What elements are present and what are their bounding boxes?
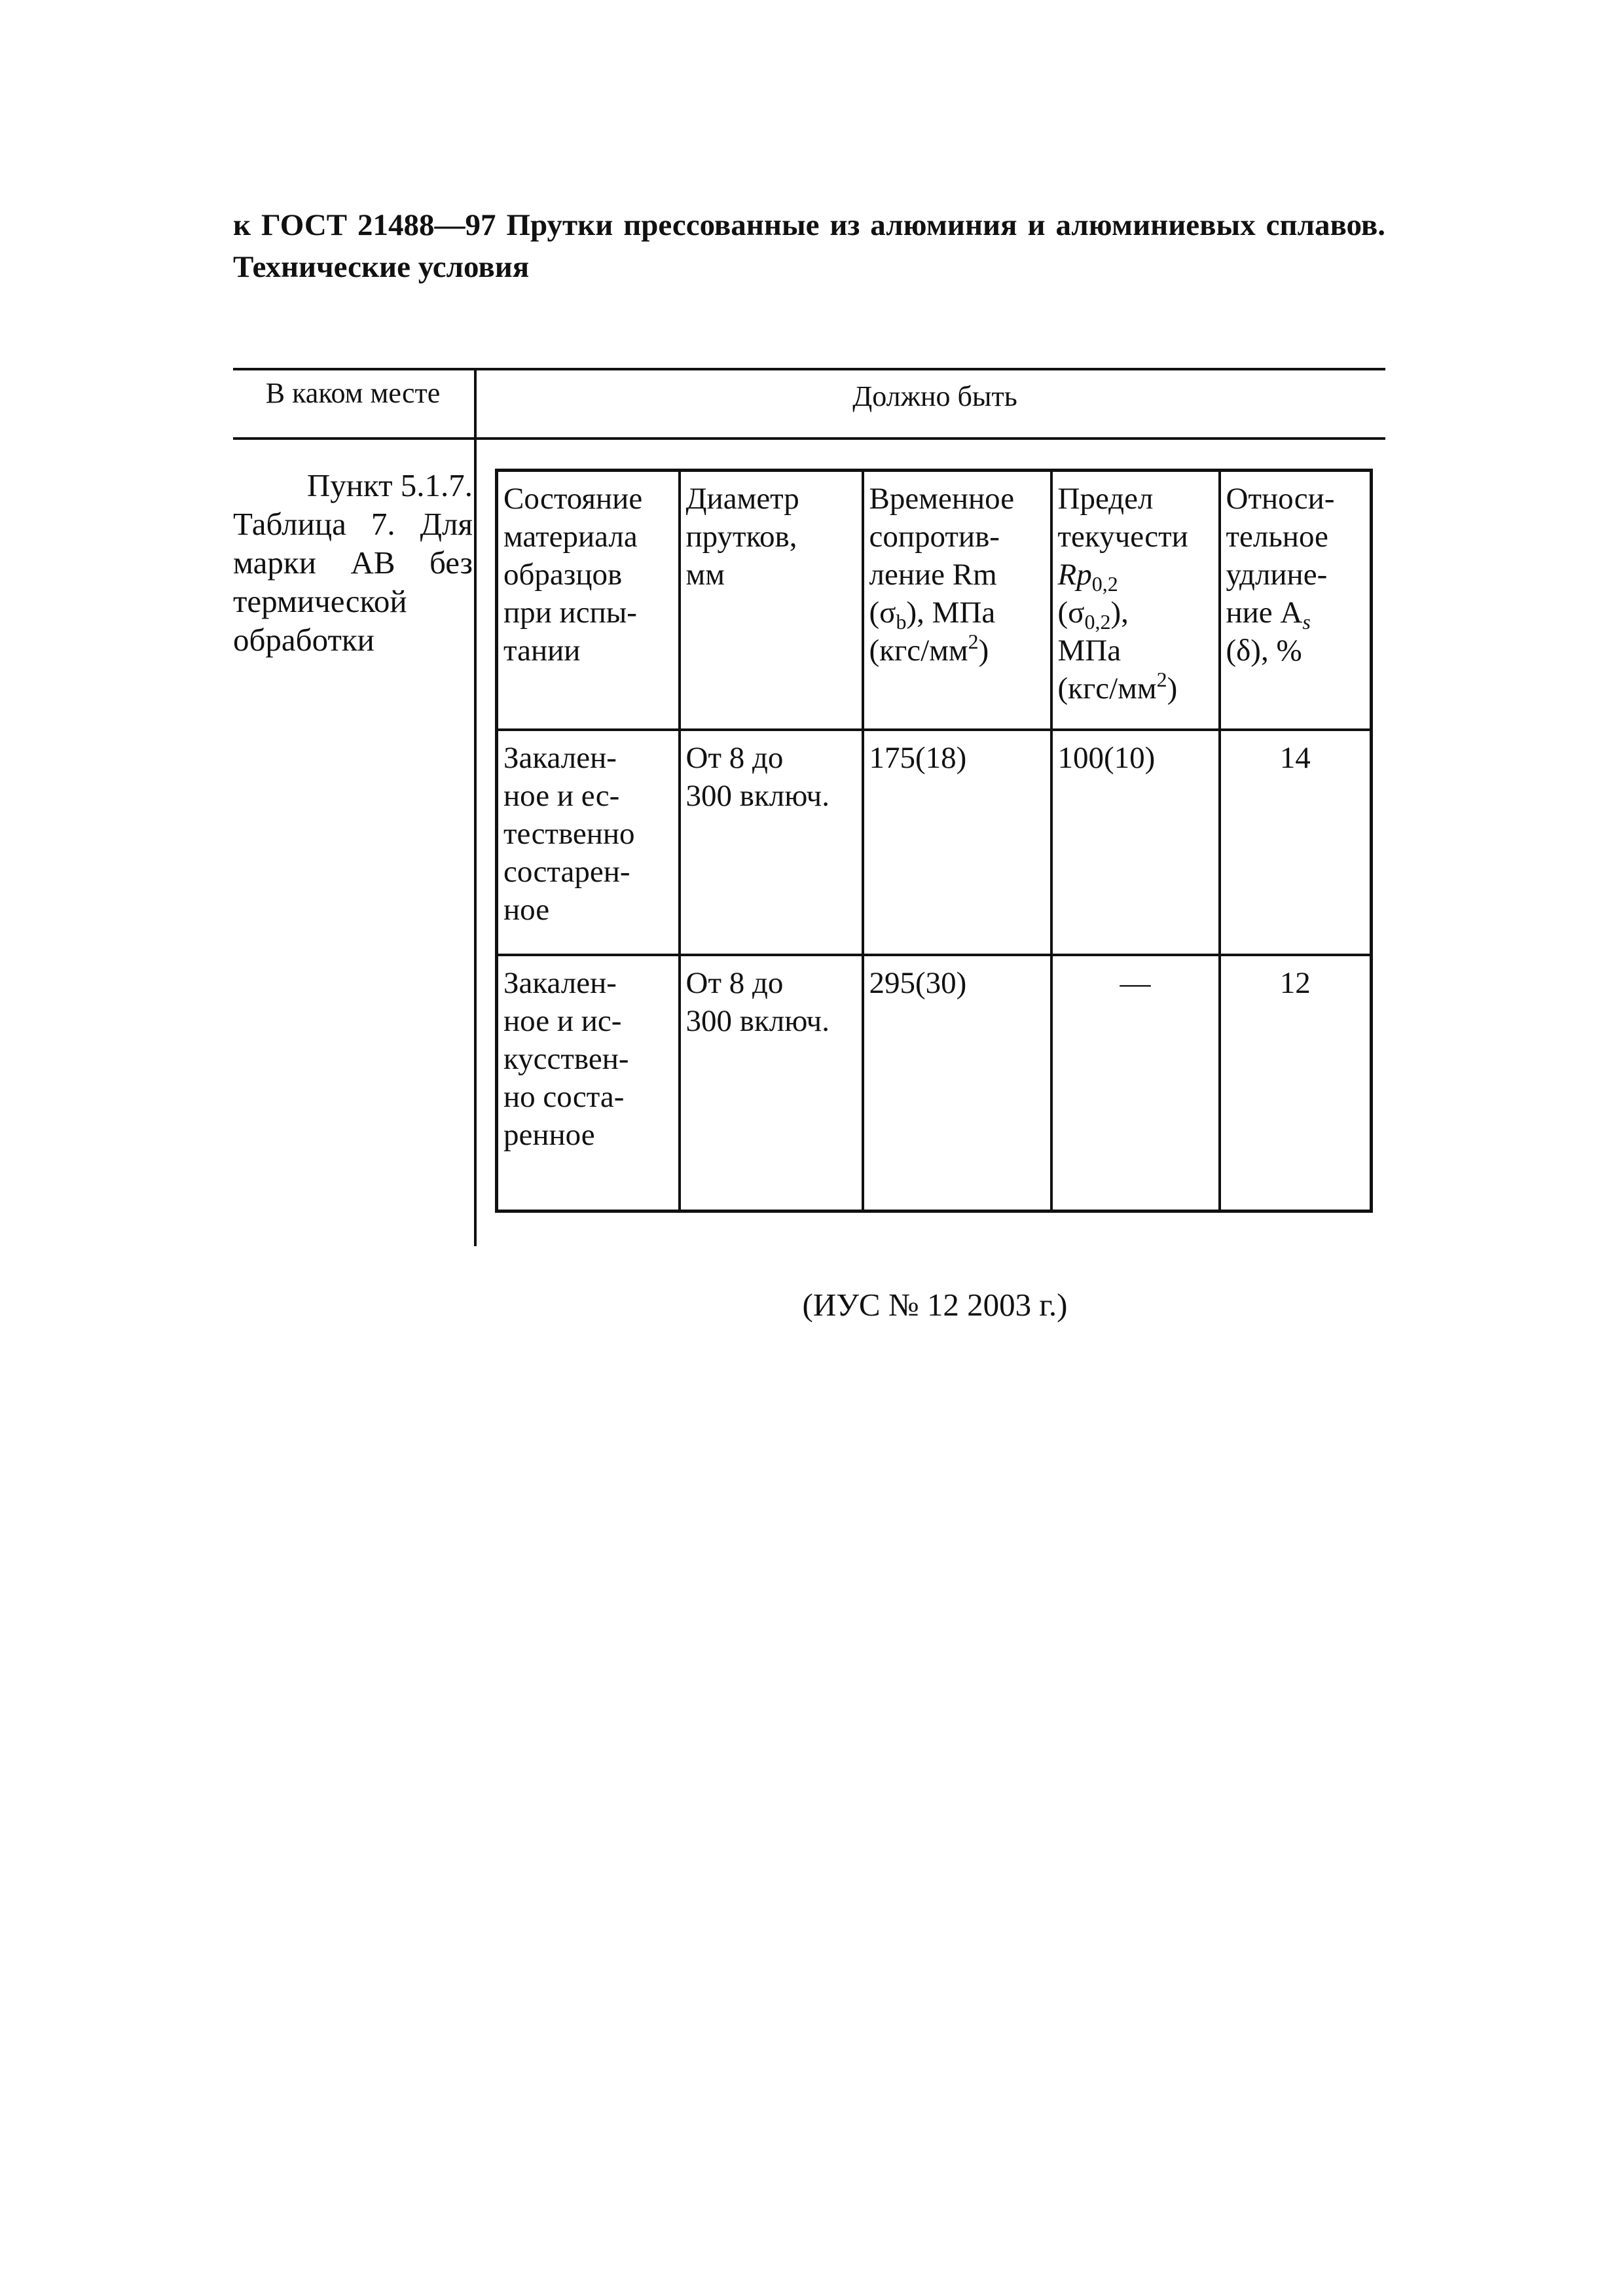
table-header-rule [233, 437, 1385, 440]
table-top-rule [233, 368, 1385, 370]
header-superscript: 2 [1156, 668, 1167, 691]
header-text: ) [1167, 672, 1178, 706]
amendment-note: (ИУС № 12 2003 г.) [802, 1287, 1068, 1323]
cell-elongation: 12 [1220, 955, 1372, 1211]
header-line: ление Rm [869, 558, 997, 592]
cell-line: От 8 до [685, 965, 784, 1000]
header-text: (σ [869, 596, 896, 630]
header-elongation [1220, 471, 1372, 730]
header-line: Предел [1057, 482, 1154, 516]
cell-line: Закален- [503, 965, 617, 1000]
header-text: ние A [1226, 596, 1303, 630]
header-line: Относи- [1226, 482, 1335, 516]
column-header-should-be: Должно быть [852, 380, 1017, 412]
header-line [1058, 556, 1213, 594]
header-line: Состояние [503, 482, 643, 516]
cell-line: но соста- [503, 1079, 625, 1114]
cell-line: тественно [503, 816, 635, 851]
reference-line: термической [233, 583, 407, 619]
header-line: Временное [869, 482, 1015, 516]
cell-state [497, 730, 680, 955]
header-line: образцов [503, 558, 623, 592]
cell-state [497, 955, 680, 1211]
header-text: (кгс/мм [1057, 672, 1157, 706]
header-diameter [680, 471, 863, 730]
cell-line: 300 включ. [685, 1003, 830, 1038]
header-line: тании [503, 634, 581, 668]
header-subscript: b [896, 610, 907, 634]
header-line: прутков, [685, 520, 797, 554]
header-subscript: s [1302, 610, 1311, 634]
table-row [497, 955, 1372, 1211]
cell-diameter [680, 730, 863, 955]
cell-elongation: 14 [1220, 730, 1372, 955]
reference-cell [233, 466, 473, 659]
reference-line: обработки [233, 622, 374, 658]
cell-line: ное [503, 892, 550, 927]
cell-line: кусствен- [503, 1041, 629, 1076]
header-line: МПа [1057, 634, 1122, 668]
cell-line: ное и ис- [503, 1003, 622, 1038]
header-line: тельное [1226, 520, 1328, 554]
table-column-divider [474, 368, 477, 1246]
header-line: текучести [1057, 520, 1188, 554]
properties-table [495, 469, 1373, 1213]
header-subscript: 0,2 [1084, 610, 1111, 634]
cell-line: 300 включ. [685, 778, 830, 813]
cell-line: ренное [503, 1117, 595, 1152]
column-header-where: В каком месте [265, 377, 441, 409]
cell-diameter [680, 955, 863, 1211]
table-row [497, 730, 1372, 955]
header-line: материала [503, 520, 638, 554]
header-text: ), МПа [906, 596, 996, 630]
header-line: (δ), % [1226, 634, 1302, 668]
cell-line: От 8 до [685, 740, 784, 775]
header-line: сопротив- [869, 520, 1000, 554]
header-subscript: 0,2 [1091, 572, 1118, 596]
header-line [1058, 594, 1213, 632]
header-text: Rp [1057, 558, 1092, 592]
header-line: при испы- [503, 596, 637, 630]
header-line [1058, 670, 1213, 708]
header-tensile-strength [863, 471, 1051, 730]
table-header-row [497, 471, 1372, 730]
cell-line: ное и ес- [503, 778, 620, 813]
header-superscript: 2 [968, 630, 979, 653]
header-state [497, 471, 680, 730]
header-line [1226, 594, 1365, 632]
header-line [869, 632, 1045, 670]
header-yield-strength [1051, 471, 1220, 730]
header-line [869, 594, 1045, 632]
reference-line: марки АВ без [233, 545, 473, 581]
reference-line: Пункт 5.1.7. [306, 467, 473, 503]
cell-tensile: 175(18) [863, 730, 1051, 955]
header-text: (кгс/мм [869, 634, 968, 668]
header-line: мм [685, 558, 725, 592]
reference-line: Таблица 7. Для [233, 506, 473, 542]
cell-yield: — [1051, 955, 1220, 1211]
cell-line: Закален- [503, 740, 617, 775]
header-text: ) [978, 634, 989, 668]
header-text: (σ [1057, 596, 1085, 630]
header-text: ), [1110, 596, 1129, 630]
header-line: Диаметр [685, 482, 799, 516]
cell-yield: 100(10) [1051, 730, 1220, 955]
cell-line: состарен- [503, 854, 630, 889]
document-title: к ГОСТ 21488—97 Прутки прессованные из алюминия и алюминиевых сплавов. Технические условия [233, 208, 1385, 284]
cell-tensile: 295(30) [863, 955, 1051, 1211]
header-line: удлине- [1226, 558, 1328, 592]
